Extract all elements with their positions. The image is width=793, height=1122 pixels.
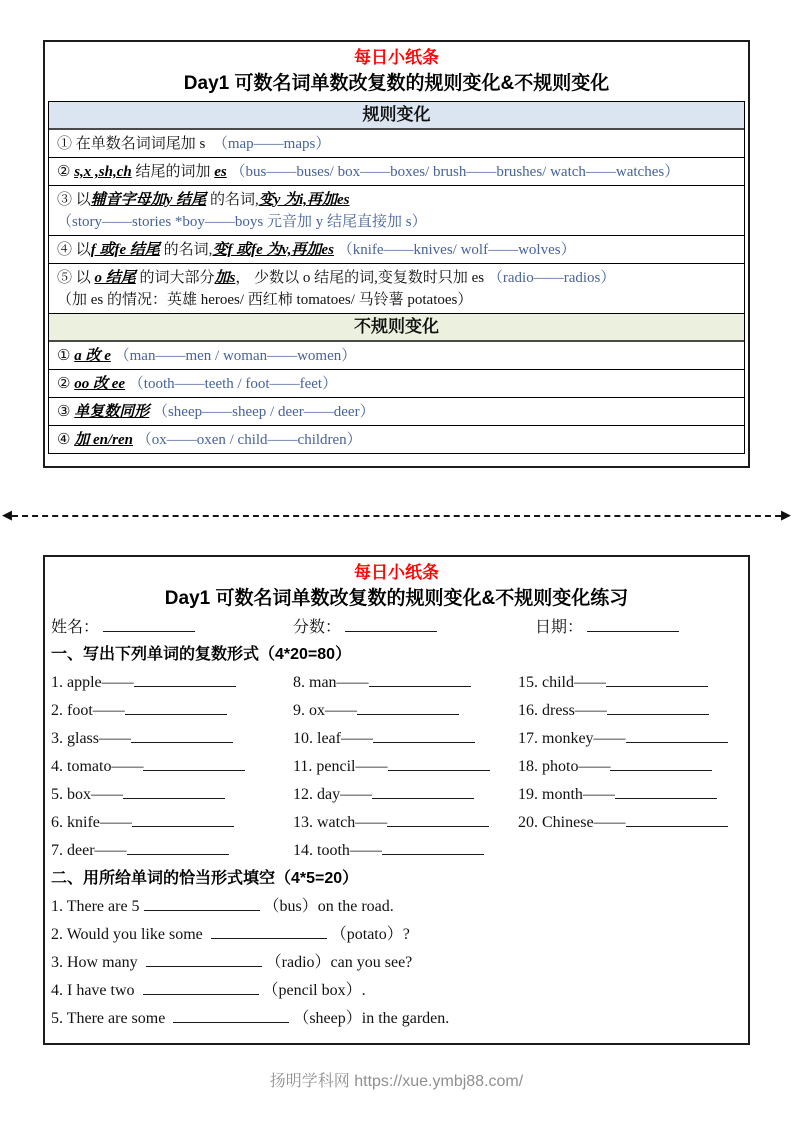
rule-text-plain: 的名词,	[159, 242, 213, 258]
section-header: 不规则变化	[49, 314, 744, 342]
answer-blank-line	[626, 812, 728, 827]
sentence-suffix: （pencil box）.	[262, 982, 366, 999]
word-item	[518, 810, 742, 838]
rule-line	[57, 373, 736, 395]
sentence-prefix: 5. There are some	[51, 1010, 170, 1027]
rule-text-biu: oo 改 ee	[74, 376, 126, 392]
meta-field	[51, 616, 293, 640]
rule-text-plain: 的名词,	[206, 192, 259, 208]
answer-blank-line	[143, 756, 245, 771]
worksheet-card	[43, 555, 750, 1045]
rule-text-biu: o 结尾	[94, 270, 136, 286]
rule-row	[49, 342, 744, 370]
site-footer: 扬明学科网 https://xue.ymbj88.com/	[269, 1073, 524, 1090]
rule-text-biu: 变y 为i,再加es	[258, 192, 350, 208]
sentence-suffix: （sheep）in the garden.	[293, 1010, 450, 1027]
word-label: 9. ox——	[293, 702, 357, 719]
word-item	[518, 698, 742, 726]
answer-blank-line	[211, 924, 327, 939]
arrow-left-icon: ◀	[2, 508, 12, 523]
brand-title: 每日小纸条	[354, 563, 439, 582]
meta-blank-line	[345, 617, 437, 632]
answer-blank-line	[387, 812, 489, 827]
rule-text-biu: es	[214, 164, 227, 180]
rule-text-blue: （story——stories *boy——boys 元音加 y 结尾直接加 s）	[57, 214, 427, 230]
word-item	[293, 810, 518, 838]
exercise1-heading: 一、写出下列单词的复数形式（4*20=80）	[51, 646, 352, 663]
rule-text-plain: （加 es 的情况：英雄 heroes/ 西红柿 tomatoes/ 马铃薯 potatoes）	[57, 292, 473, 308]
word-label: 17. monkey——	[518, 730, 626, 747]
meta-field	[293, 616, 535, 640]
word-item	[293, 698, 518, 726]
exercise2-heading: 二、用所给单词的恰当形式填空（4*5=20）	[51, 870, 359, 887]
word-label: 3. glass——	[51, 730, 131, 747]
sentence-prefix: 2. Would you like some	[51, 926, 207, 943]
word-item	[518, 754, 742, 782]
rule-row	[49, 426, 744, 453]
word-item	[51, 838, 293, 866]
word-label: 1. apple——	[51, 674, 134, 691]
rule-line	[57, 211, 736, 233]
word-label: 2. foot——	[51, 702, 125, 719]
rule-text-plain: ① 在单数名词词尾加 s	[57, 136, 221, 152]
word-item	[518, 782, 742, 810]
answer-blank-line	[382, 840, 484, 855]
rule-text-plain: ②	[57, 164, 75, 180]
answer-blank-line	[610, 756, 712, 771]
word-label: 4. tomato——	[51, 758, 144, 775]
word-item	[293, 754, 518, 782]
rule-text-plain: ③	[57, 404, 75, 420]
word-label: 13. watch——	[293, 814, 388, 831]
rule-text-biu: f 或fe 结尾	[90, 242, 160, 258]
rules-card	[43, 40, 750, 468]
word-label: 10. leaf——	[293, 730, 373, 747]
sentence-list	[45, 892, 748, 1034]
sentence-suffix: （radio）can you see?	[265, 954, 413, 971]
answer-blank-line	[388, 756, 490, 771]
rule-text-biu: 加 en/ren	[74, 432, 133, 448]
word-label: 19. month——	[518, 786, 615, 803]
rule-line	[57, 267, 736, 289]
word-item	[293, 726, 518, 754]
word-label: 7. deer——	[51, 842, 127, 859]
section-header: 规则变化	[49, 102, 744, 130]
word-column	[51, 670, 293, 866]
rule-text-plain: ①	[57, 348, 75, 364]
rule-row	[49, 130, 744, 158]
word-label: 8. man——	[293, 674, 369, 691]
answer-blank-line	[173, 1008, 289, 1023]
sentence-item	[51, 1006, 742, 1034]
worksheet-title: Day1 可数名词单数改复数的规则变化&不规则变化练习	[164, 588, 629, 609]
meta-blank-line	[103, 617, 195, 632]
rule-text-blue: （man——men / woman——women）	[110, 348, 357, 364]
answer-blank-line	[144, 896, 260, 911]
rule-text-blue: （ox——oxen / child——children）	[132, 432, 362, 448]
answer-blank-line	[357, 700, 459, 715]
meta-field	[535, 616, 742, 640]
meta-blank-line	[587, 617, 679, 632]
rule-text-plain: ②	[57, 376, 75, 392]
word-label: 18. photo——	[518, 758, 611, 775]
arrow-right-icon: ▶	[781, 508, 791, 523]
rule-text-biu: a 改 e	[74, 348, 111, 364]
rule-line	[57, 401, 736, 423]
answer-blank-line	[373, 728, 475, 743]
sentence-item	[51, 894, 742, 922]
rule-text-plain: ⑤ 以	[57, 270, 95, 286]
meta-label: 分数：	[293, 619, 342, 636]
rule-text-plain: 结尾的词加	[131, 164, 215, 180]
word-column	[518, 670, 742, 866]
rule-row	[49, 186, 744, 236]
word-item	[51, 726, 293, 754]
rule-text-plain: ③ 以	[57, 192, 91, 208]
rule-text-blue: （bus——buses/ box——boxes/ brush——brushes/ watch——watches）	[226, 164, 680, 180]
word-label: 20. Chinese——	[518, 814, 626, 831]
rule-text-biu: 变f 或fe 为v,再加es	[212, 242, 334, 258]
sentence-item	[51, 950, 742, 978]
meta-label: 姓名：	[51, 619, 100, 636]
rule-line	[57, 345, 736, 367]
rules-title: Day1 可数名词单数改复数的规则变化&不规则变化	[183, 73, 610, 94]
rule-text-biu: 加s	[214, 270, 236, 286]
rule-text-biu: s,x ,sh,ch	[74, 164, 132, 180]
answer-blank-line	[607, 700, 709, 715]
dashed-line	[12, 515, 781, 517]
rule-text-blue: （knife——knives/ wolf——wolves）	[333, 242, 576, 258]
rule-text-biu: 辅音字母加y 结尾	[90, 192, 207, 208]
word-label: 16. dress——	[518, 702, 607, 719]
rule-row	[49, 398, 744, 426]
rule-row	[49, 236, 744, 264]
sentence-item	[51, 922, 742, 950]
meta-row	[45, 612, 748, 642]
rule-line	[57, 239, 736, 261]
rule-text-plain: ④ 以	[57, 242, 91, 258]
answer-blank-line	[615, 784, 717, 799]
rule-line	[57, 133, 736, 155]
word-label: 5. box——	[51, 786, 123, 803]
rule-row	[49, 158, 744, 186]
word-item	[293, 838, 518, 866]
rule-text-blue: （map——maps）	[220, 136, 331, 152]
word-label: 14. tooth——	[293, 842, 382, 859]
rule-row	[49, 264, 744, 314]
answer-blank-line	[143, 980, 259, 995]
answer-blank-line	[125, 700, 227, 715]
rule-line	[57, 161, 736, 183]
sentence-item	[51, 978, 742, 1006]
rule-text-plain: ④	[57, 432, 75, 448]
answer-blank-line	[606, 672, 708, 687]
word-list	[45, 668, 748, 866]
sentence-prefix: 3. How many	[51, 954, 142, 971]
word-item	[51, 810, 293, 838]
answer-blank-line	[372, 784, 474, 799]
answer-blank-line	[626, 728, 728, 743]
rule-text-blue: （radio——radios）	[487, 270, 616, 286]
word-item	[51, 754, 293, 782]
answer-blank-line	[146, 952, 262, 967]
answer-blank-line	[131, 728, 233, 743]
rule-line	[57, 429, 736, 451]
rule-line	[57, 289, 736, 311]
sentence-prefix: 1. There are 5	[51, 898, 140, 915]
word-item	[51, 670, 293, 698]
rule-text-blue: （sheep——sheep / deer——deer）	[149, 404, 375, 420]
brand-title: 每日小纸条	[354, 48, 439, 67]
word-column	[293, 670, 518, 866]
answer-blank-line	[123, 784, 225, 799]
word-label: 6. knife——	[51, 814, 132, 831]
sentence-suffix: （bus）on the road.	[263, 898, 394, 915]
page-break-divider	[2, 508, 791, 524]
rule-text-plain: ， 少数以 o 结尾的词,变复数时只加 es	[235, 270, 488, 286]
rule-row	[49, 370, 744, 398]
rule-line	[57, 189, 736, 211]
rules-table	[48, 101, 745, 454]
answer-blank-line	[127, 840, 229, 855]
rule-text-blue: （tooth——teeth / foot——feet）	[125, 376, 338, 392]
word-item	[518, 670, 742, 698]
answer-blank-line	[134, 672, 236, 687]
word-label: 15. child——	[518, 674, 606, 691]
sentence-suffix: （potato）?	[330, 926, 410, 943]
word-label: 11. pencil——	[293, 758, 388, 775]
word-item	[518, 726, 742, 754]
word-label: 12. day——	[293, 786, 373, 803]
word-item	[51, 698, 293, 726]
word-item	[293, 670, 518, 698]
answer-blank-line	[369, 672, 471, 687]
rule-text-plain: 的词大部分	[135, 270, 215, 286]
sentence-prefix: 4. I have two	[51, 982, 139, 999]
meta-label: 日期：	[535, 619, 584, 636]
answer-blank-line	[132, 812, 234, 827]
word-item	[51, 782, 293, 810]
word-item	[293, 782, 518, 810]
rule-text-biu: 单复数同形	[74, 404, 150, 420]
